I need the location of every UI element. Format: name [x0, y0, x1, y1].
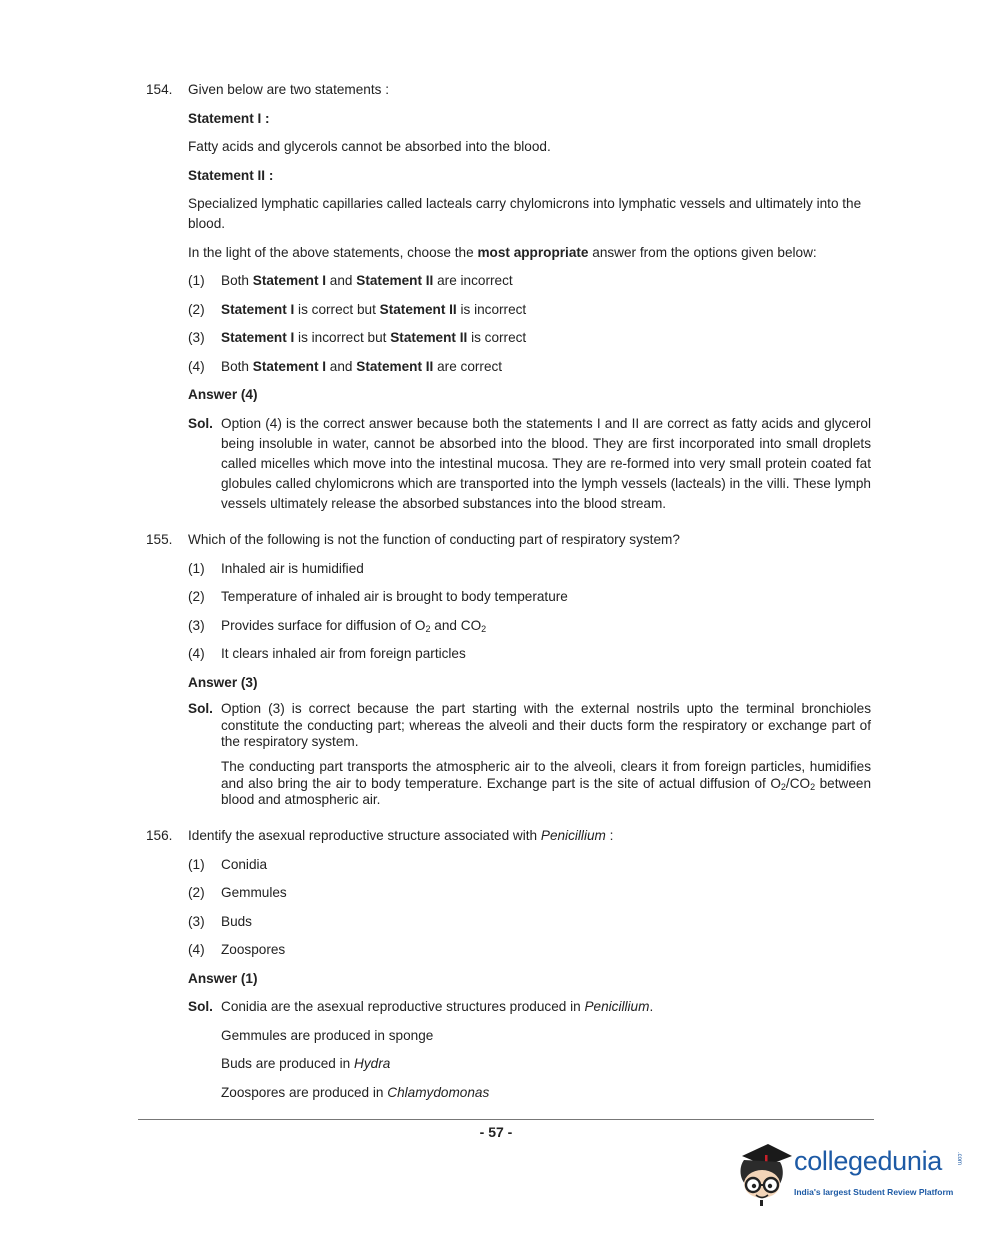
collegedunia-logo[interactable]	[734, 1138, 964, 1210]
option-4: (4) Zoospores	[188, 942, 286, 957]
footer-divider	[138, 1119, 874, 1120]
solution-continued: The conducting part transports the atmospheric air to the alveoli, clears it from foreign particles, humidifies and also bring the air to body temperature. Exchange part is the site of actual diffusion of $O_2/CO_2$ between blood and atmospheric air.	[221, 759, 872, 807]
question-text: Given below are two statements :	[188, 82, 389, 97]
page-number: - 57 -	[479, 1124, 513, 1140]
question-156	[146, 826, 871, 1111]
option-2: (2) Statement I is correct but Statement II is incorrect	[188, 301, 527, 317]
question-154	[146, 80, 871, 522]
statement-2-text: Specialized lymphatic capillaries called lacteals carry chylomicrons into lymphatic vessels and ultimately into the blood.	[188, 196, 862, 231]
option-3: (3) Buds	[188, 913, 252, 929]
logo-tagline: India's largest Student Review Platform	[794, 1187, 954, 1197]
solution: Sol. Option (4) is the correct answer because both the statements I and II are correct as fatty acids and glycerol being insoluble in water, cannot be absorbed into the blood. They are first incorporated into small droplets called micelles which move into the intestinal mucosa. They are re-formed into very small protein coated fat globules called chylomicrons which are transported into the lymph vessels (lacteals) in the villi. These lymph vessels ultimately release the absorbed substances into the blood stream.	[188, 415, 871, 511]
solution-line-4: Zoospores are produced in Chlamydomonas	[221, 1084, 490, 1100]
question-155	[146, 530, 871, 817]
option-4: (4) It clears inhaled air from foreign particles	[188, 646, 466, 661]
option-2: (2) Temperature of inhaled air is brought to body temperature	[188, 589, 568, 604]
question-text: Identify the asexual reproductive structure associated with Penicillium :	[188, 828, 614, 843]
answer: Answer (3)	[188, 674, 258, 690]
option-2: (2) Gemmules	[188, 885, 287, 900]
logo-domain: .com	[956, 1152, 962, 1166]
option-1: (1) Conidia	[188, 856, 268, 872]
solution: Sol. Option (3) is correct because the part starting with the external nostrils upto the terminal bronchioles constitute the conducting part; whereas the alveoli and their ducts form the respiratory or exchange part of the respiratory system.	[188, 701, 871, 749]
statement-1-text: Fatty acids and glycerols cannot be absorbed into the blood.	[188, 139, 551, 154]
instruction-text: In the light of the above statements, choose the most appropriate answer from the options given below:	[188, 244, 817, 260]
option-1: (1) Inhaled air is humidified	[188, 560, 364, 576]
solution-line-2: Gemmules are produced in sponge	[221, 1027, 434, 1043]
solution-line-3: Buds are produced in Hydra	[221, 1056, 391, 1071]
statement-2-label: Statement II :	[188, 167, 274, 183]
statement-1-label: Statement I :	[188, 110, 270, 126]
option-3: (3) Provides surface for diffusion of $O_2$ and $CO_2$	[188, 617, 487, 634]
answer: Answer (4)	[188, 387, 258, 402]
question-number: 154.	[146, 82, 173, 97]
mascot-icon	[734, 1138, 794, 1208]
answer: Answer (1)	[188, 970, 258, 986]
option-1: (1) Both Statement I and Statement II are incorrect	[188, 273, 513, 288]
question-number: 156.	[146, 828, 173, 843]
option-3: (3) Statement I is incorrect but Statement II is correct	[188, 330, 527, 345]
solution: Sol. Conidia are the asexual reproductive structures produced in Penicillium.	[188, 999, 654, 1014]
logo-wordmark: collegedunia	[794, 1146, 943, 1176]
option-4: (4) Both Statement I and Statement II are correct	[188, 358, 503, 374]
question-number: 155.	[146, 532, 173, 547]
question-text: Which of the following is not the function of conducting part of respiratory system?	[188, 532, 680, 547]
